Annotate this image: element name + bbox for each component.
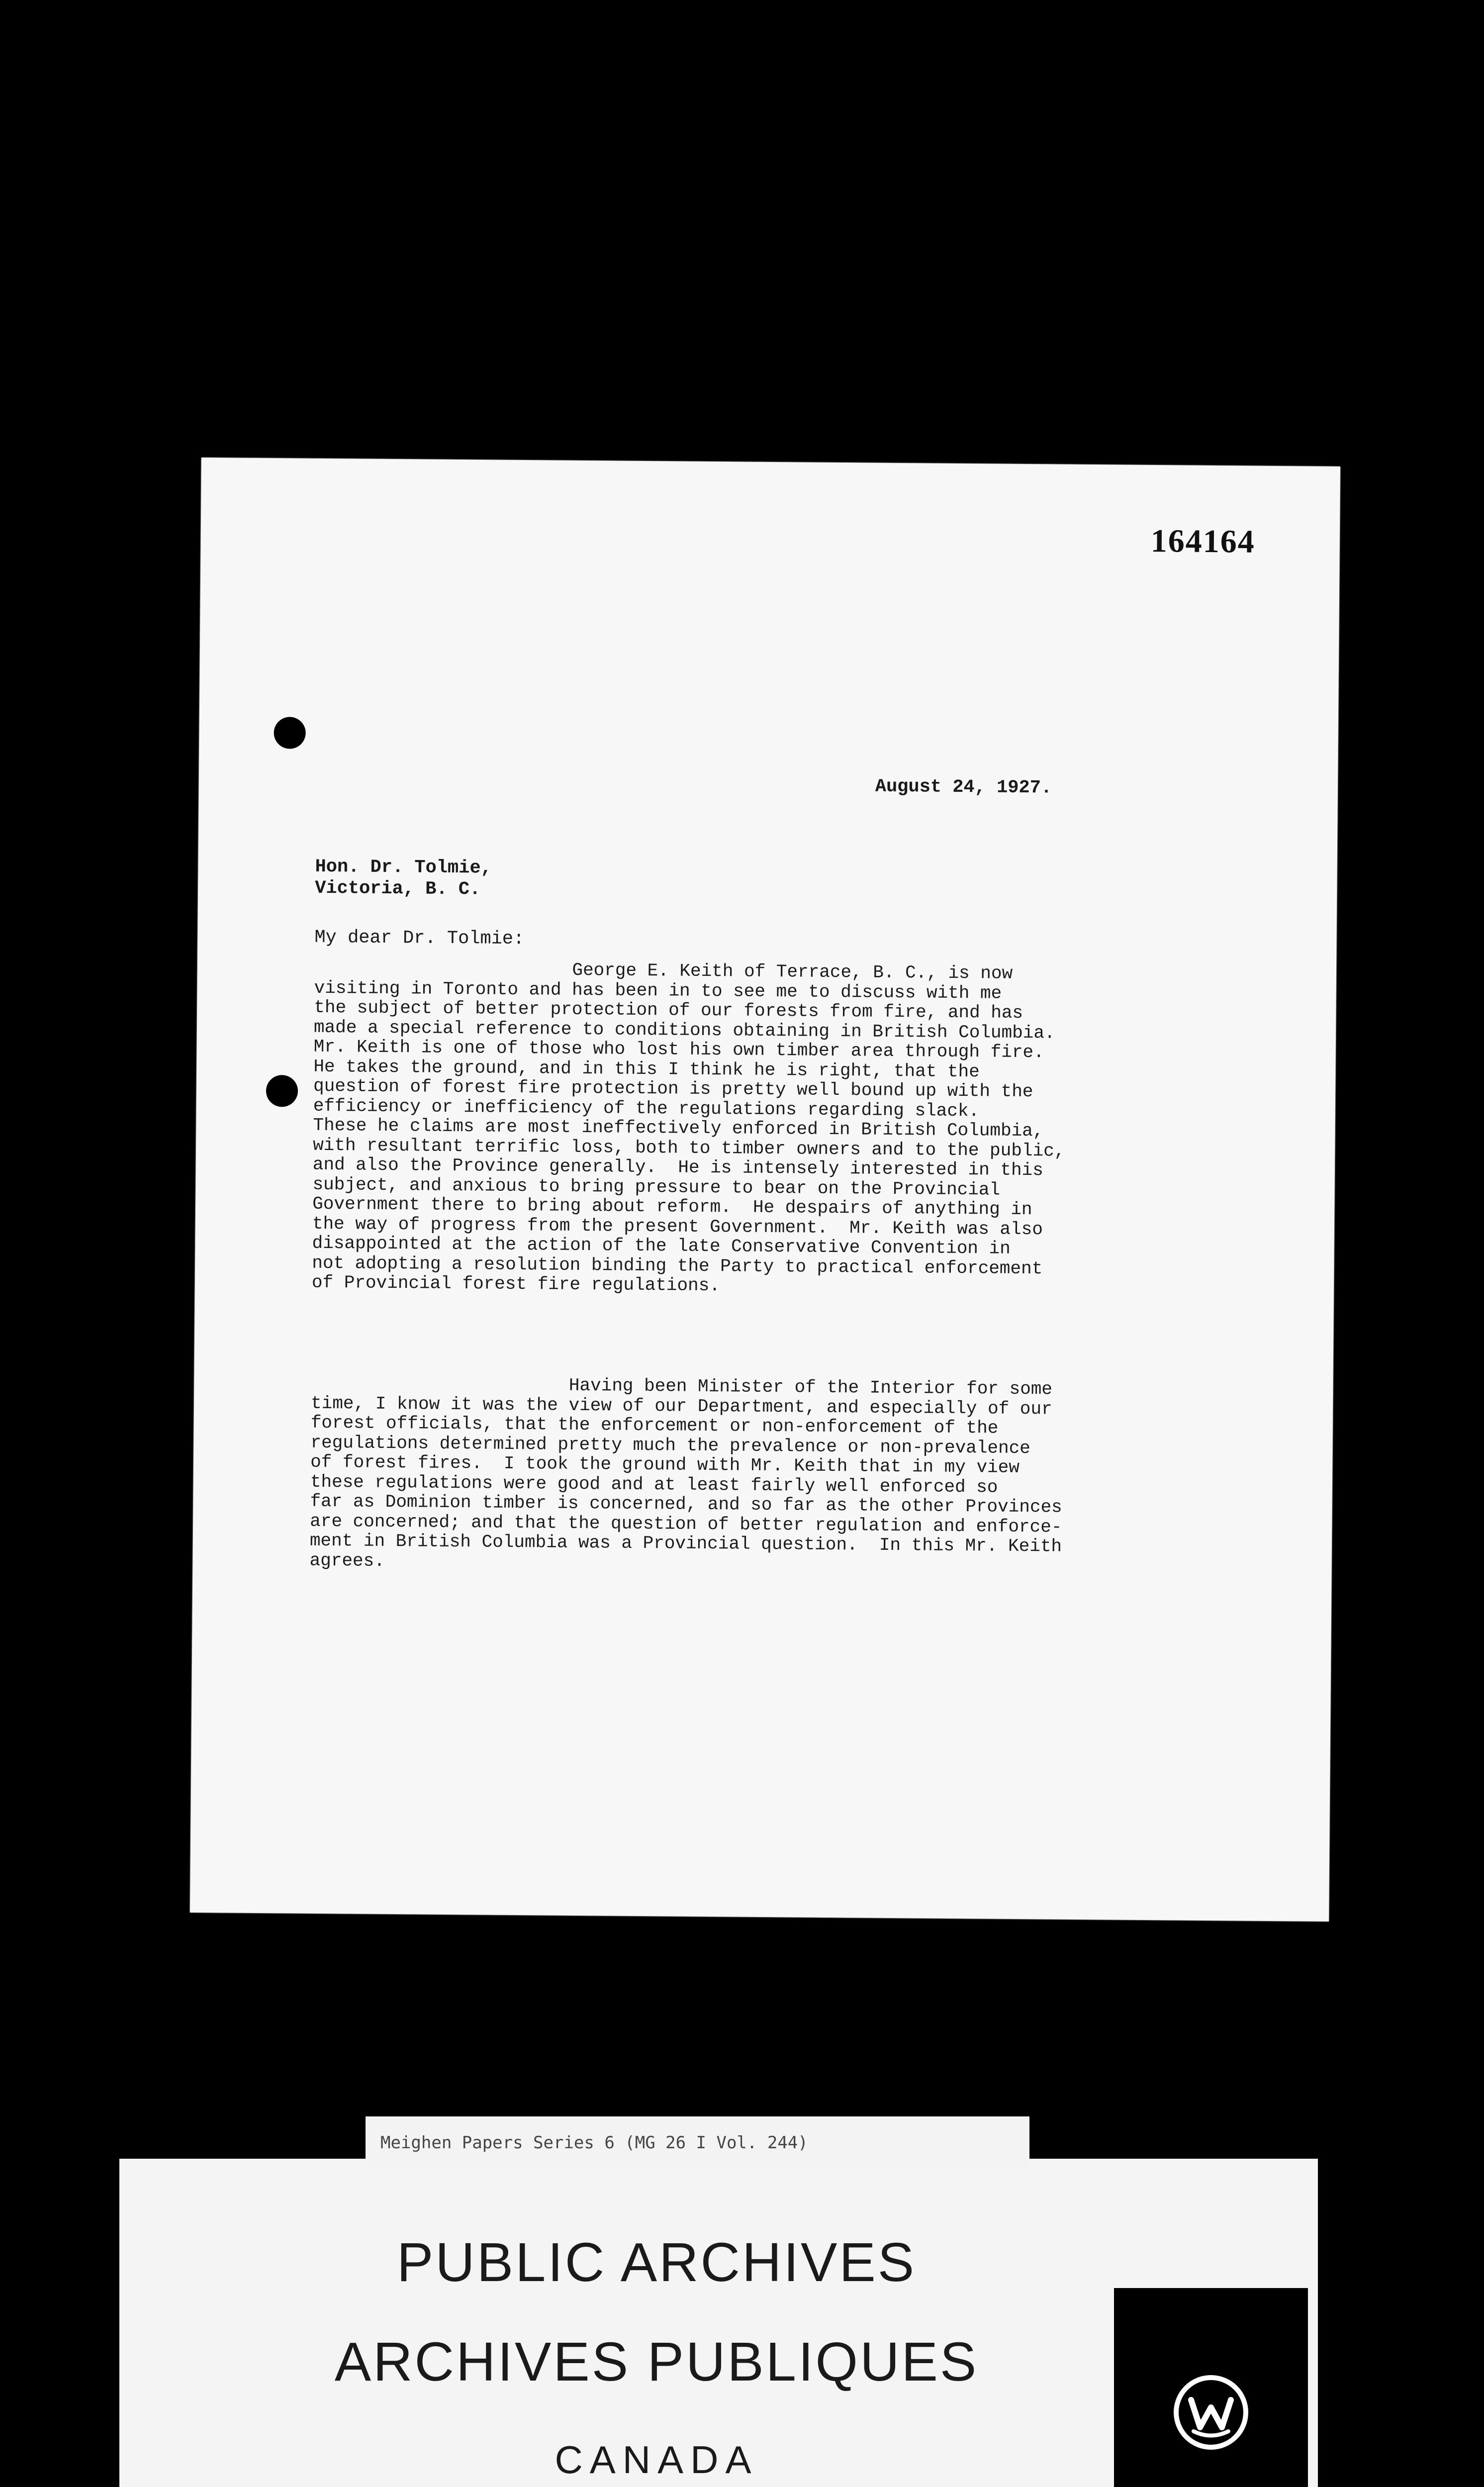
- archives-title-french: ARCHIVES PUBLIQUES: [334, 2331, 979, 2392]
- punch-hole-middle: [266, 1075, 298, 1107]
- archives-title-english: PUBLIC ARCHIVES: [396, 2232, 917, 2293]
- punch-hole-top: [274, 717, 306, 749]
- letter-paragraph-1: George E. Keith of Terrace, B. C., is now visiting in Toronto and has been in to see me to discuss with me the subject of better protection of our forests from fire, and has made a special reference to conditions obtaining in British Columbia. Mr. Keith is one of those who lost his own timber area through fire. He takes the ground, and in this I think he is right, that the question of forest fire protection is pretty well bound up with the efficiency or inefficiency of the regulations regarding slack. These he claims are most ineffectively enforced in British Columbia, with resultant terrific loss, both to timber owners and to the public, and also the Province generally. He is intensely interested in this subject, and anxious to bring pressure to bear on the Provincial Government there to bring about reform. He despairs of anything in the way of progress from the present Government. Mr. Keith was also disappointed at the action of the late Conservative Convention in not adopting a resolution binding the Party to practical enforcement of Provincial forest fire regulations.: [311, 957, 1065, 1296]
- archives-emblem-icon: [1171, 2373, 1251, 2452]
- document-number: 164164: [1150, 522, 1256, 560]
- addressee-block: [315, 857, 492, 901]
- series-label-strip: [366, 2116, 1029, 2171]
- archives-country: CANADA: [555, 2438, 758, 2482]
- letter-paragraph-2: Having been Minister of the Interior for some time, I know it was the view of our Department, and especially of our forest officials, that the enforcement or non-enforcement of the regulations determined pretty much the prevalence or non-prevalence of forest fires. I took the ground with Mr. Keith that in my view these regulations were good and at least fairly well enforced so far as Dominion timber is concerned, and so far as the other Provinces are concerned; and that the question of better regulation and enforce- ment in British Columbia was a Provincial question. In this Mr. Keith agrees.: [309, 1373, 1062, 1571]
- series-reference: Meighen Papers Series 6 (MG 26 I Vol. 244): [380, 2133, 808, 2153]
- letter-date: August 24, 1927.: [875, 776, 1052, 799]
- addressee-location: Victoria, B. C.: [315, 877, 481, 900]
- letter-page: [190, 458, 1340, 1921]
- addressee-name: Hon. Dr. Tolmie,: [315, 856, 492, 879]
- archives-logo-box: [1114, 2288, 1308, 2487]
- salutation: My dear Dr. Tolmie:: [314, 927, 525, 950]
